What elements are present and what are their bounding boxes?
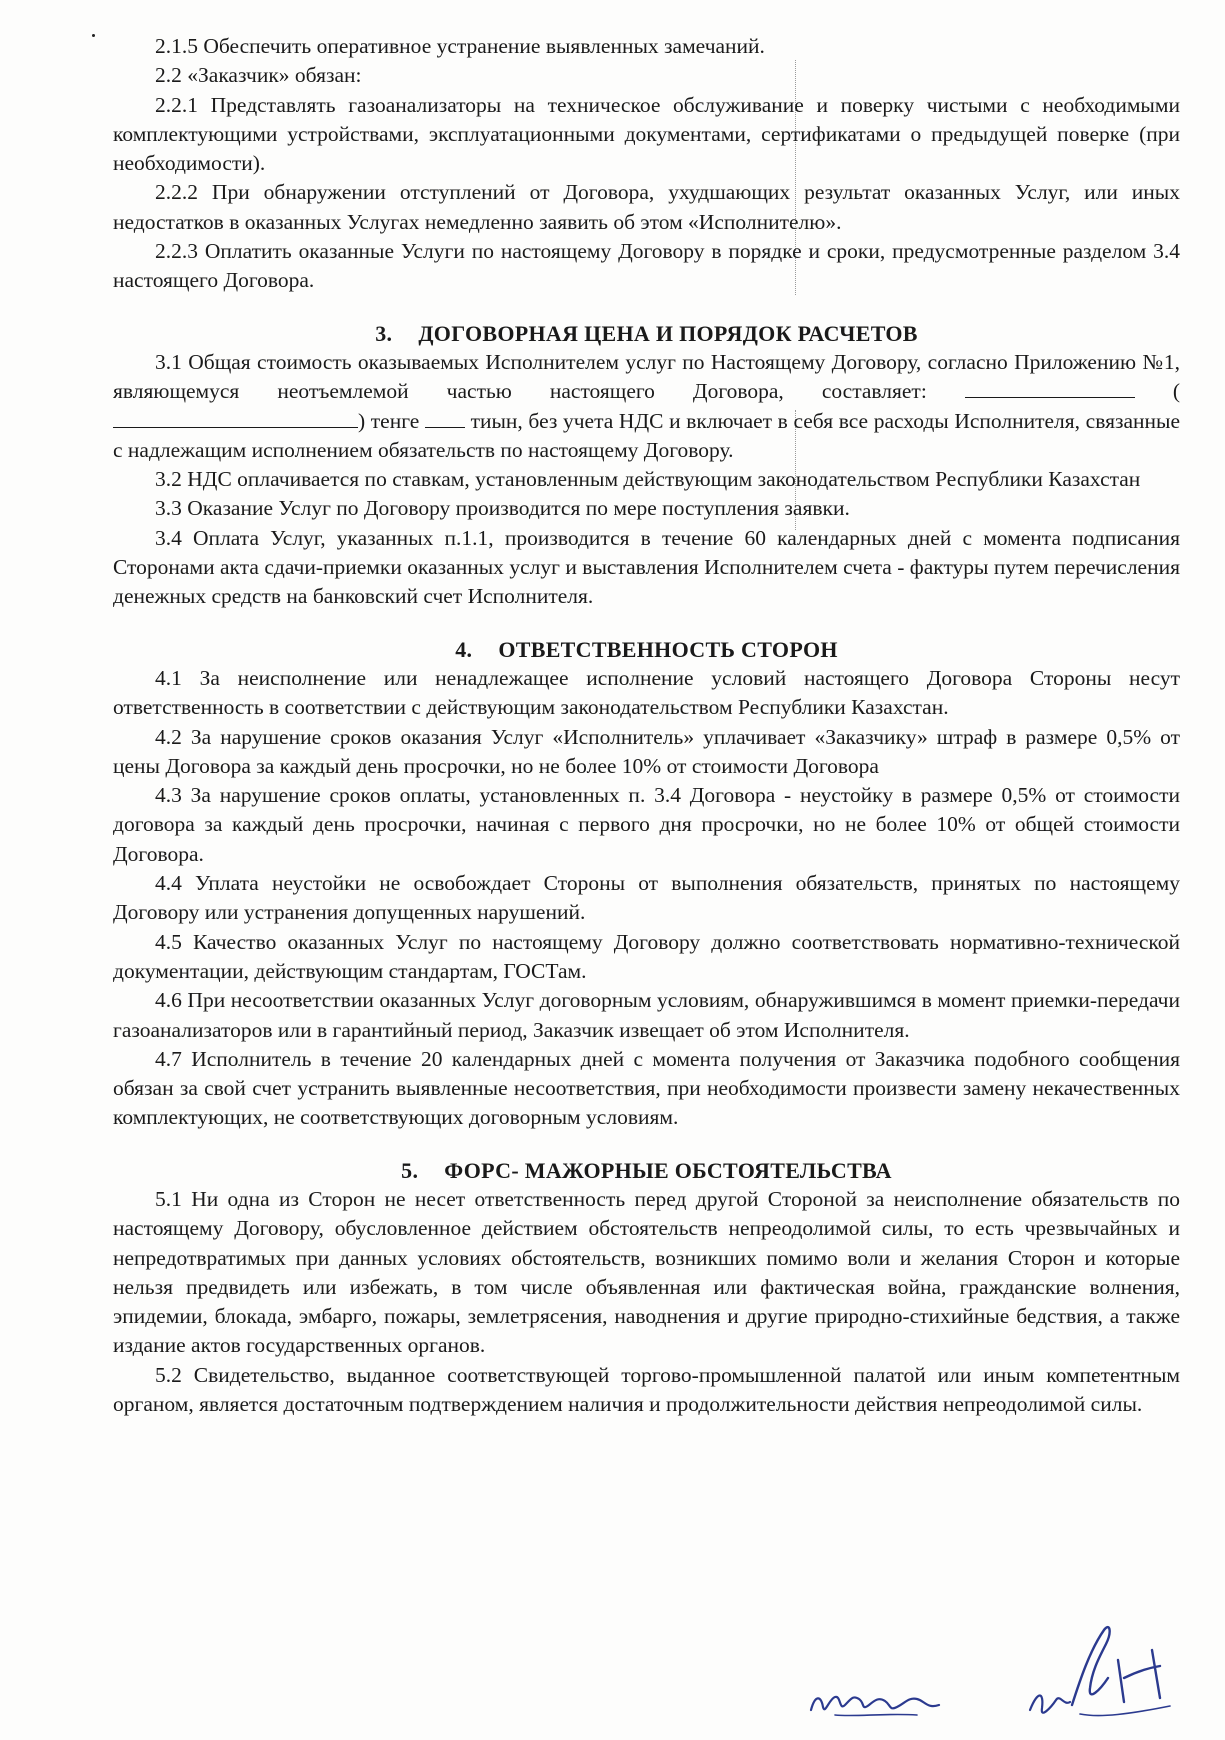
document-body <box>113 32 1180 1419</box>
section-3-heading <box>113 319 1180 348</box>
clause-4-4: 4.4 Уплата неустойки не освобождает Стороны от выполнения обязательств, принятых по настоящему Договору или устранения допущенных нарушений. <box>113 871 1180 925</box>
clause-2-2: 2.2 «Заказчик» обязан: <box>155 63 362 88</box>
section-5-heading <box>113 1156 1180 1185</box>
clause-3-1-text-b: ) тенге <box>358 408 420 433</box>
clause-3-2: 3.2 НДС оплачивается по ставкам, установленным действующим законодательством Республики Казахстан <box>155 467 1141 492</box>
clause-5-2: 5.2 Свидетельство, выданное соответствующей торгово-промышленной палатой или иным компетентным органом, является достаточным подтверждением наличия и продолжительности действия непреодолимой силы. <box>113 1362 1180 1417</box>
section-5-title: ФОРС- МАЖОРНЫЕ ОБСТОЯТЕЛЬСТВА <box>444 1157 892 1183</box>
clause-4-5: 4.5 Качество оказанных Услуг по настоящему Договору должно соответствовать нормативно-технической документации, действующим стандартам, ГОСТам. <box>113 929 1180 983</box>
section-4-heading <box>113 635 1180 664</box>
section-3-number: 3. <box>375 320 393 346</box>
section-5-number: 5. <box>401 1157 419 1183</box>
clause-3-1 <box>113 348 1180 465</box>
clause-3-4: 3.4 Оплата Услуг, указанных п.1.1, производится в течение 60 календарных дней с момента подписания Сторонами акта сдачи-приемки оказанных услуг и выставления Исполнителем счета - фактуры путем перечисления денежных средств на банковский счет Исполнителя. <box>113 525 1180 609</box>
clause-2-2-2: 2.2.2 При обнаружении отступлений от Договора, ухудшающих результат оказанных Услуг, или иных недостатков в оказанных Услугах немедленно заявить об этом «Исполнителю». <box>113 180 1180 234</box>
signature-right <box>1020 1610 1200 1730</box>
clause-4-3: 4.3 За нарушение сроков оплаты, установленных п. 3.4 Договора - неустойку в размере 0,5% от стоимости договора за каждый день просрочки, начиная с первого дня просрочки, но не более 10% от общей стоимости Договора. <box>113 783 1180 866</box>
clause-2-2-3: 2.2.3 Оплатить оказанные Услуги по настоящему Договору в порядке и сроки, предусмотренные разделом 3.4 настоящего Договора. <box>113 239 1180 293</box>
clause-2-2-1: 2.2.1 Представлять газоанализаторы на техническое обслуживание и поверку чистыми с необходимыми комплектующими устройствами, эксплуатационными документами, сертификатами о предыдущей поверке (при необходимости). <box>113 92 1180 176</box>
clause-4-6: 4.6 При несоответствии оказанных Услуг договорным условиям, обнаружившимся в момент приемки-передачи газоанализаторов или в гарантийный период, Заказчик извещает об этом Исполнителя. <box>113 988 1180 1042</box>
scan-speck <box>92 34 95 37</box>
section-3-title: ДОГОВОРНАЯ ЦЕНА И ПОРЯДОК РАСЧЕТОВ <box>418 320 918 346</box>
clause-3-1-text-c: тиын, без учета НДС и включает в себя все расходы Исполнителя, связанные с надлежащим исполнением обязательств по настоящему Договору. <box>113 408 1181 462</box>
clause-5-1: 5.1 Ни одна из Сторон не несет ответственность перед другой Стороной за неисполнение обязательств по настоящему Договору, обусловленное действием обстоятельств непреодолимой силы, то есть чрезвычайных и непредотвратимых при данных условиях обстоятельств, возникших помимо воли и желания Сторон и которые нельзя предвидеть или избежать, в том числе объявленная или фактическая война, гражданские волнения, эпидемии, блокада, эмбарго, пожары, землетрясения, наводнения и другие природно-стихийные бедствия, а также издание актов государственных органов. <box>113 1186 1180 1358</box>
clause-4-2: 4.2 За нарушение сроков оказания Услуг «Исполнитель» уплачивает «Заказчику» штраф в размере 0,5% от цены Договора за каждый день просрочки, но не более 10% от стоимости Договора <box>113 724 1180 778</box>
clause-4-1: 4.1 За неисполнение или ненадлежащее исполнение условий настоящего Договора Стороны несут ответственность в соответствии с действующим законодательством Республики Казахстан. <box>113 665 1180 720</box>
amount-words-blank <box>113 409 358 428</box>
amount-digits-blank <box>965 379 1135 398</box>
clause-3-1-open-paren: ( <box>1172 379 1181 404</box>
signature-left <box>805 1655 955 1725</box>
tiyn-blank <box>425 409 465 428</box>
clause-2-1-5: 2.1.5 Обеспечить оперативное устранение выявленных замечаний. <box>155 34 765 58</box>
section-4-number: 4. <box>455 636 473 662</box>
clause-3-3: 3.3 Оказание Услуг по Договору производится по мере поступления заявки. <box>155 496 850 521</box>
clause-4-7: 4.7 Исполнитель в течение 20 календарных дней с момента получения от Заказчика подобного сообщения обязан за свой счет устранить выявленные несоответствия, при необходимости произвести замену некачественных комплектующих, не соответствующих договорным условиям. <box>113 1046 1180 1130</box>
section-4-title: ОТВЕТСТВЕННОСТЬ СТОРОН <box>498 636 838 662</box>
clause-3-1-text-a: 3.1 Общая стоимость оказываемых Исполнителем услуг по Настоящему Договору, согласно Приложению №1, являющемуся неотъемлемой частью настоящего Договора, составляет: <box>113 349 1180 404</box>
